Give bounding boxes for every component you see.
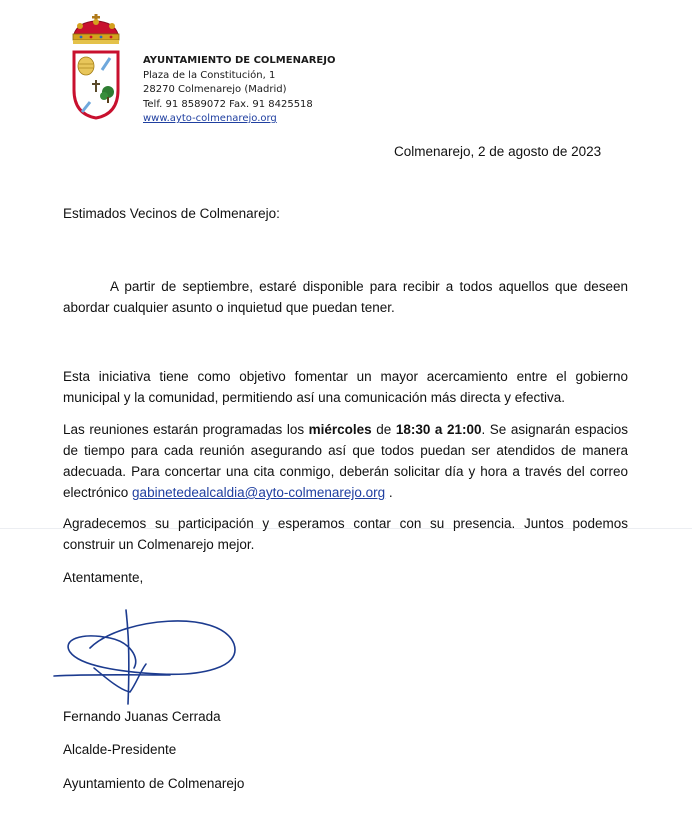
letter-date: Colmenarejo, 2 de agosto de 2023 (394, 144, 602, 159)
paragraph-1: A partir de septiembre, estaré disponible para recibir a todos aquellos que deseen abordar cualquier asunto o inquietud que puedan tener. (63, 279, 628, 315)
letterhead-block (143, 54, 335, 127)
meeting-time: 18:30 a 21:00 (395, 422, 482, 437)
paragraph-4: Agradecemos su participación y esperamos contar con su presencia. Juntos podemos construir un Colmenarejo mejor. (63, 516, 628, 552)
org-phones: Telf. 91 8589072 Fax. 91 8425518 (143, 98, 313, 110)
org-city: 28270 Colmenarejo (Madrid) (143, 84, 287, 95)
closing: Atentamente, (63, 570, 144, 585)
paragraph-2: Esta iniciativa tiene como objetivo fomentar un mayor acercamiento entre el gobierno municipal y la comunidad, permitiendo así una comunicación más directa y efectiva. (63, 369, 628, 405)
org-website-link[interactable]: www.ayto-colmenarejo.org (143, 113, 277, 124)
meeting-day: miércoles (308, 422, 372, 437)
coat-of-arms-icon (68, 14, 124, 122)
org-address: Plaza de la Constitución, 1 (143, 69, 276, 81)
email-link[interactable]: gabinetedealcaldia@ayto-colmenarejo.org (132, 485, 386, 500)
org-name: AYUNTAMIENTO DE COLMENAREJO (143, 55, 336, 66)
signatory-name: Fernando Juanas Cerrada (63, 709, 221, 724)
paragraph-3-text-a: Las reuniones estarán programadas los (63, 422, 309, 437)
greeting: Estimados Vecinos de Colmenarejo: (63, 206, 280, 221)
paragraph-3 (63, 419, 628, 503)
paragraph-3-text-c: . Se asignarán espacios de tiempo para cada reunión asegurando así que todos puedan ser atendidos de manera adecuada. Para concertar una cita conmigo, deberán solicitar día y hora a través del correo electrónico (63, 422, 628, 500)
signatory-role: Alcalde-Presidente (63, 742, 177, 757)
paragraph-3-text-d: . (385, 485, 393, 500)
paragraph-3-text-b: de (371, 422, 396, 437)
signatory-org: Ayuntamiento de Colmenarejo (63, 776, 245, 791)
handwritten-signature (50, 608, 240, 706)
